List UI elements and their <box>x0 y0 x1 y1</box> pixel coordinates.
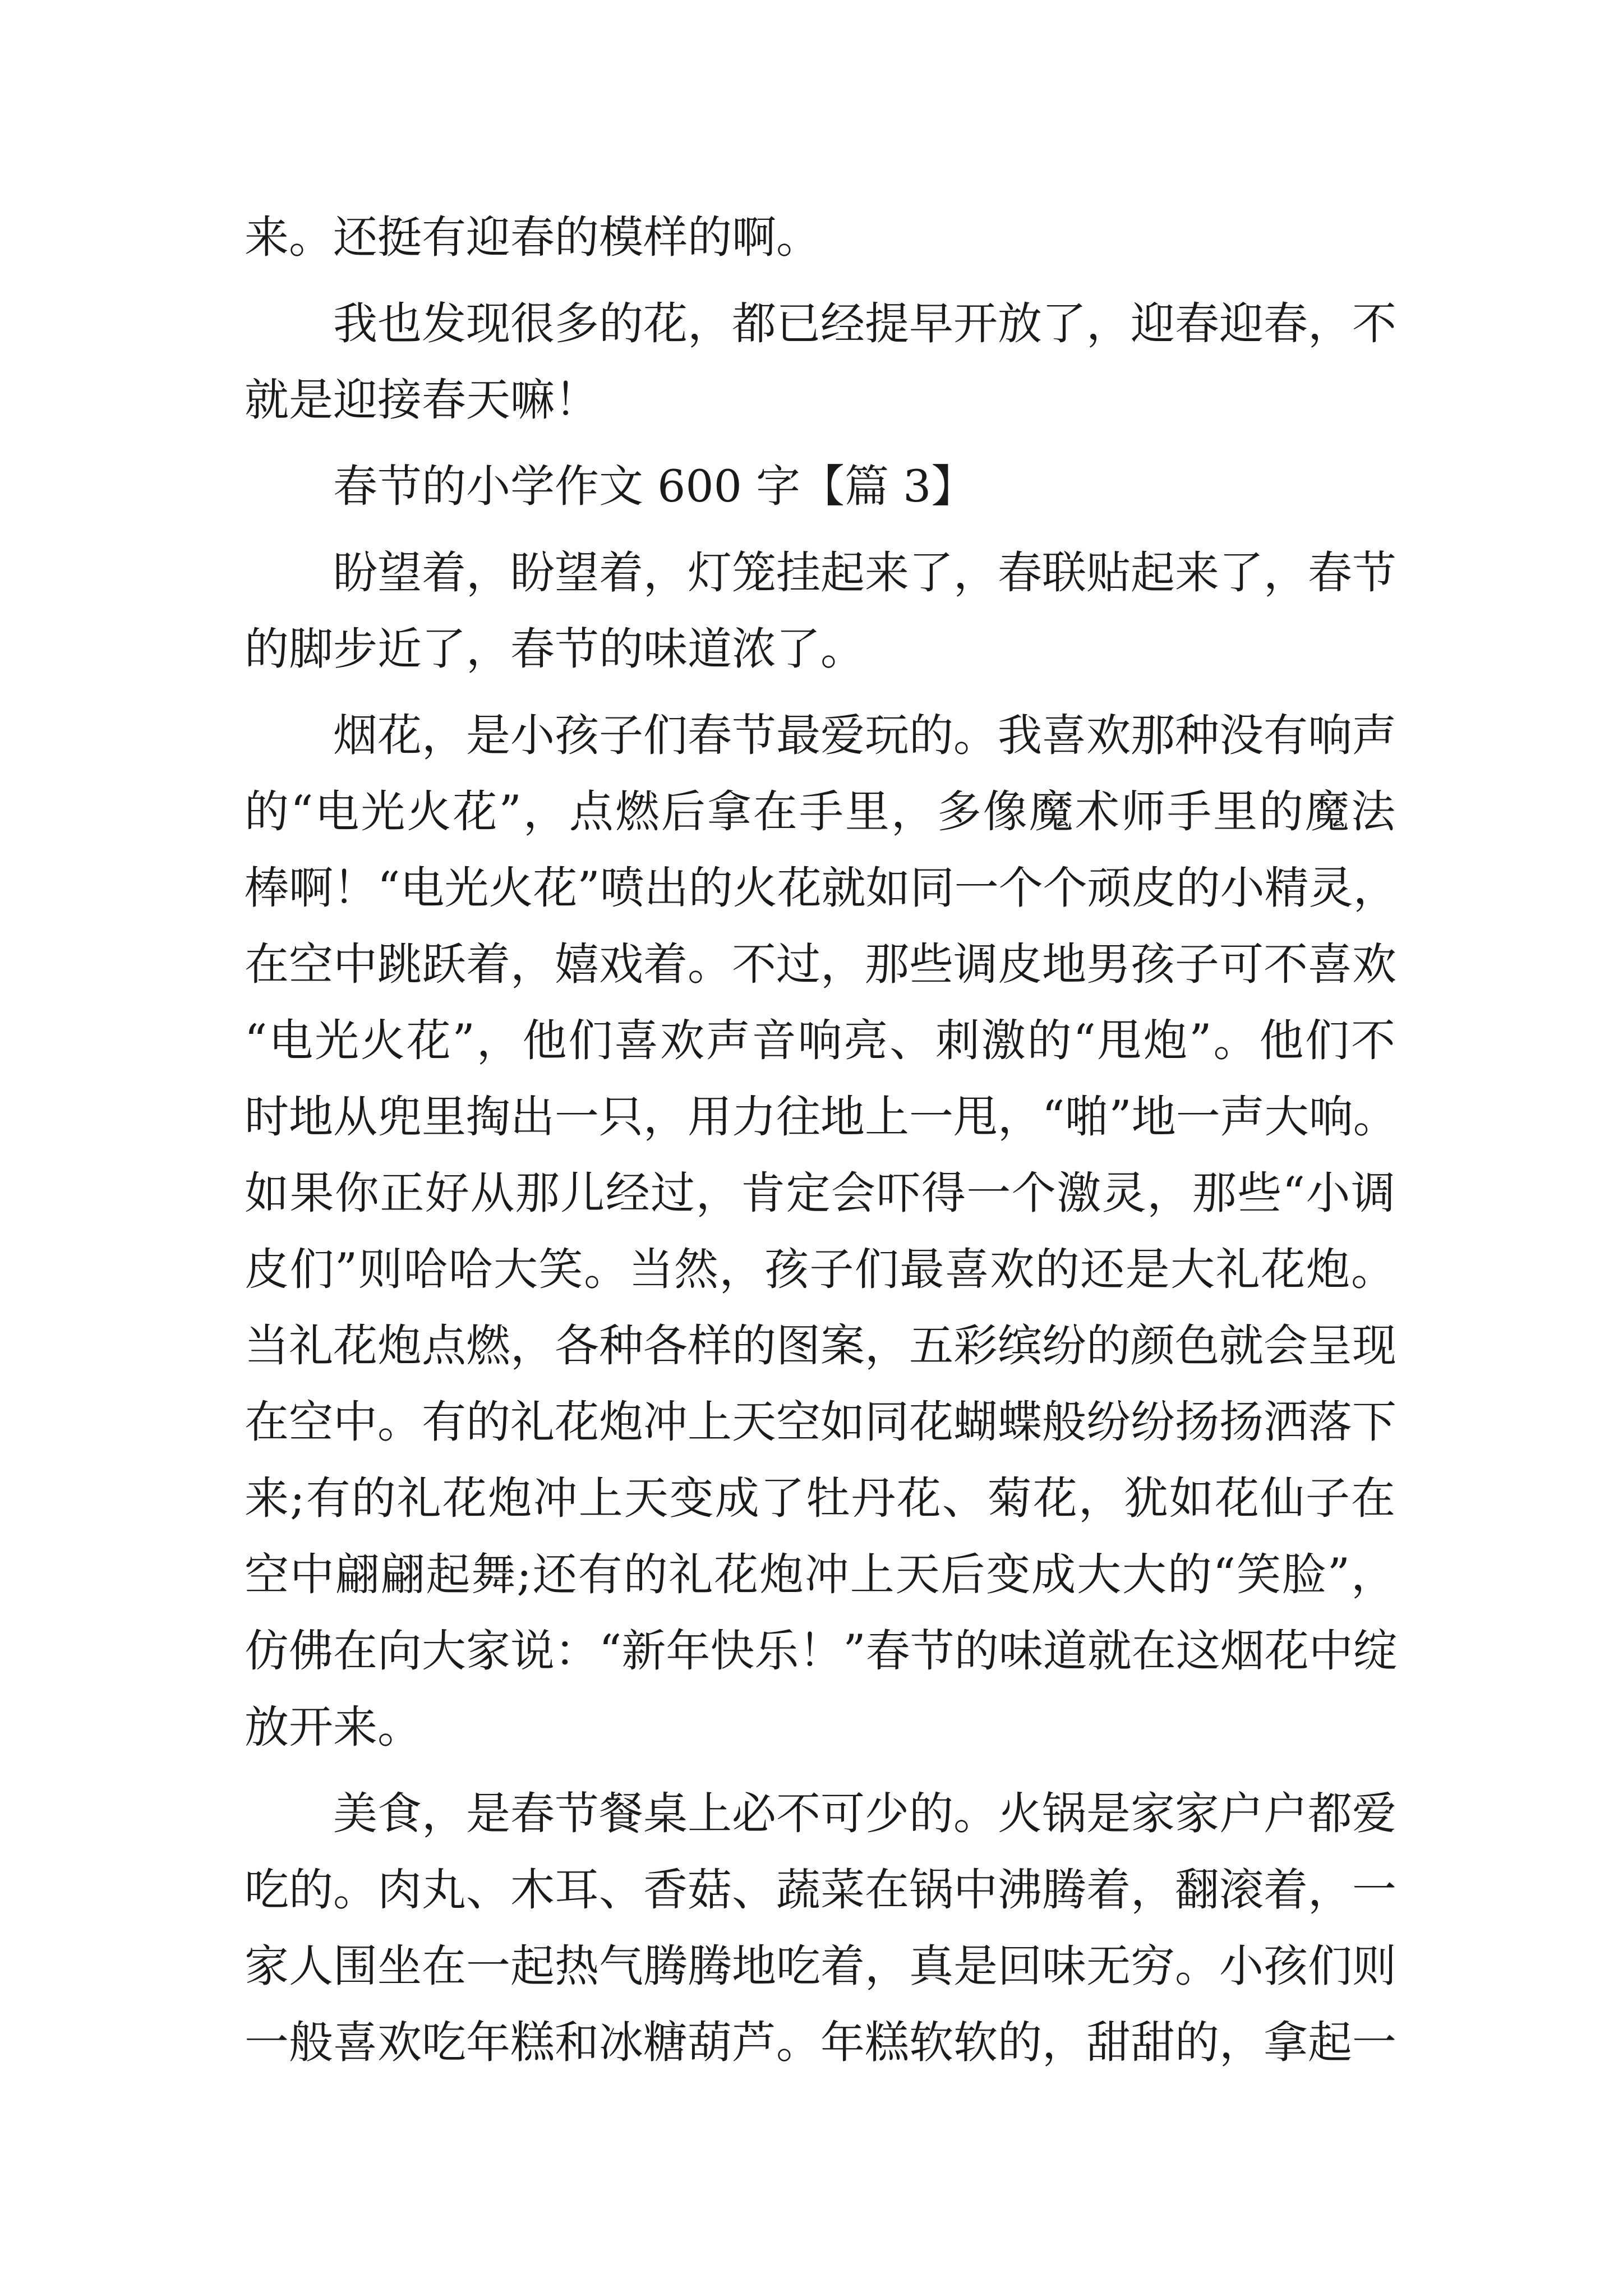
document-body <box>245 199 1398 2081</box>
text-line: “电光火花”，他们喜欢声音响亮、刺激的“甩炮”。他们不 <box>245 1015 1395 1066</box>
text-line: 吃的。肉丸、木耳、香菇、蔬菜在锅中沸腾着，翻滚着，一 <box>245 1864 1396 1916</box>
text-line: 的脚步近了，春节的味道浓了。 <box>245 623 865 675</box>
text-line: 皮们”则哈哈大笑。当然，孩子们最喜欢的还是大礼花炮。 <box>245 1244 1395 1295</box>
text-line: 当礼花炮点燃，各种各样的图案，五彩缤纷的颜色就会呈现 <box>245 1320 1396 1372</box>
text-line: 烟花，是小孩子们春节最爱玩的。我喜欢那种没有响声 <box>333 710 1396 761</box>
text-line: 如果你正好从那儿经过，肯定会吓得一个激灵，那些“小调 <box>245 1167 1395 1219</box>
section-heading: 春节的小学作文 600 字【篇 3】 <box>333 461 976 512</box>
text-line: 盼望着，盼望着，灯笼挂起来了，春联贴起来了，春节 <box>333 547 1396 599</box>
text-line: 棒啊！“电光火花”喷出的火花就如同一个个顽皮的小精灵， <box>245 862 1398 914</box>
text-line: 在空中跳跃着，嬉戏着。不过，那些调皮地男孩子可不喜欢 <box>245 938 1396 990</box>
text-line: 家人围坐在一起热气腾腾地吃着，真是回味无穷。小孩们则 <box>245 1940 1396 1992</box>
text-line: 我也发现很多的花，都已经提早开放了，迎春迎春，不 <box>333 298 1396 349</box>
text-line: 美食，是春节餐桌上必不可少的。火锅是家家户户都爱 <box>333 1788 1396 1839</box>
text-line: 的“电光火花”，点燃后拿在手里，多像魔术师手里的魔法 <box>245 786 1395 838</box>
text-line: 仿佛在向大家说：“新年快乐！”春节的味道就在这烟花中绽 <box>245 1625 1398 1677</box>
text-line: 放开来。 <box>245 1701 422 1753</box>
text-line: 一般喜欢吃年糕和冰糖葫芦。年糕软软的，甜甜的，拿起一 <box>245 2017 1396 2068</box>
text-line: 就是迎接春天嘛！ <box>245 374 599 426</box>
text-line: 来;有的礼花炮冲上天变成了牡丹花、菊花，犹如花仙子在 <box>245 1473 1395 1524</box>
text-line: 来。还挺有迎春的模样的啊。 <box>245 211 820 263</box>
text-line: 在空中。有的礼花炮冲上天空如同花蝴蝶般纷纷扬扬洒落下 <box>245 1396 1396 1448</box>
text-line: 空中翩翩起舞;还有的礼花炮冲上天后变成大大的“笑脸”， <box>245 1549 1395 1600</box>
text-line: 时地从兜里掏出一只，用力往地上一甩，“啪”地一声大响。 <box>245 1091 1398 1143</box>
